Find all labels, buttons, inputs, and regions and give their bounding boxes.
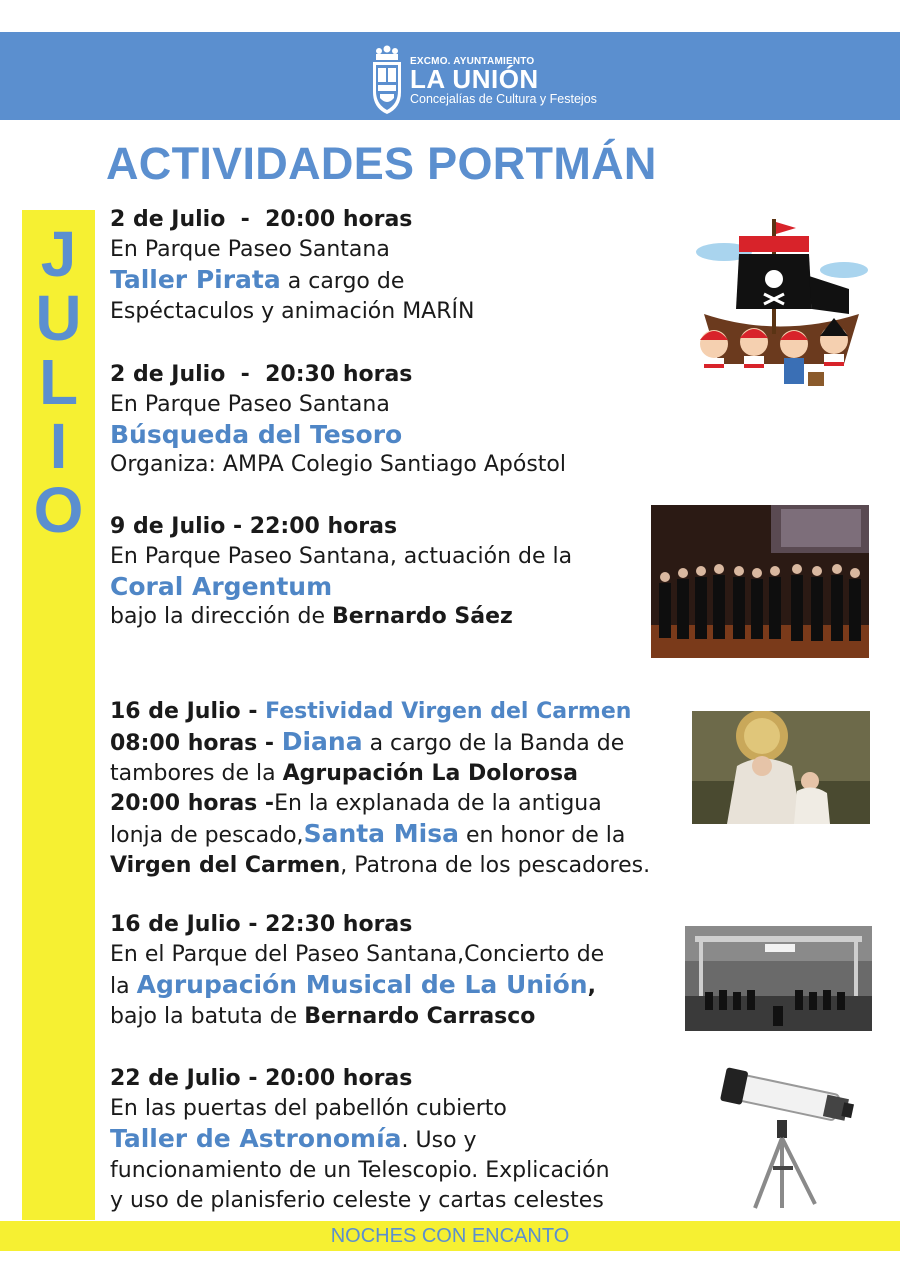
telescope-illustration: [715, 1062, 860, 1212]
month-letter: J: [40, 218, 77, 290]
event-busqueda-tesoro: 2 de Julio - 20:30 horas En Parque Paseo Santana Búsqueda del Tesoro Organiza: AMPA Colegio Santiago Apóstol: [110, 360, 566, 480]
pirate-kids-illustration: [684, 214, 874, 404]
month-letter: O: [33, 474, 84, 546]
band-concert-photo: [685, 926, 872, 1031]
page-title: ACTIVIDADES PORTMÁN: [106, 138, 657, 189]
org-name: LA UNIÓN: [410, 64, 539, 94]
event-time: 20:00 horas: [265, 207, 413, 232]
month-label: [22, 218, 95, 546]
event-desc: . Uso y: [401, 1128, 477, 1153]
event-desc: a cargo de la Banda de: [362, 731, 625, 756]
event-date: 16 de Julio: [110, 912, 241, 937]
event-name: Coral Argentum: [110, 572, 333, 601]
event-desc: funcionamiento de un Telescopio. Explicación: [110, 1158, 610, 1183]
event-date: 22 de Julio: [110, 1066, 241, 1091]
event-time: 20:30 horas: [265, 362, 413, 387]
conductor-name: Bernardo Sáez: [331, 604, 513, 629]
event-desc: y uso de planisferio celeste y cartas celestes: [110, 1188, 604, 1213]
event-time: 20:00 horas: [110, 791, 258, 816]
event-desc: Espéctaculos y animación MARÍN: [110, 299, 475, 324]
event-place: En el Parque del Paseo Santana,Concierto de: [110, 942, 605, 967]
event-coral-argentum: 9 de Julio - 22:00 horas En Parque Paseo Santana, actuación de la Coral Argentum bajo la dirección de Bernardo Sáez: [110, 514, 573, 629]
event-desc: en honor de la: [458, 823, 626, 848]
event-time: 22:30 horas: [265, 912, 413, 937]
virgen-del-carmen-photo: [692, 711, 870, 824]
choir-photo: [651, 505, 869, 658]
month-letter: I: [49, 410, 68, 482]
event-desc: Organiza: AMPA Colegio Santiago Apóstol: [110, 452, 567, 477]
event-desc: bajo la dirección de: [110, 604, 332, 629]
municipal-logo: [368, 40, 597, 116]
event-date: 2 de Julio: [110, 362, 226, 387]
event-desc: En la explanada de la antigua: [274, 791, 602, 816]
event-time: 20:00 horas: [265, 1066, 413, 1091]
org-line1: EXCMO. AYUNTAMIENTO: [410, 56, 535, 67]
event-date: 9 de Julio: [110, 514, 226, 539]
event-desc: bajo la batuta de: [110, 1004, 305, 1029]
event-time: 22:00 horas: [249, 514, 398, 539]
event-taller-pirata: 2 de Julio - 20:00 horas En Parque Paseo Santana Taller Pirata a cargo de Espéctaculos y animación MARÍN: [110, 205, 474, 327]
event-taller-astronomia: 22 de Julio - 20:00 horas En las puertas del pabellón cubierto Taller de Astronomía. Uso y funcionamiento de un Telescopio. Explicación y uso de planisferio celeste y cartas celestes: [110, 1064, 610, 1216]
band-name: Agrupación La Dolorosa: [282, 761, 578, 786]
month-letter: L: [38, 346, 79, 418]
event-desc: lonja de pescado,: [110, 823, 304, 848]
event-desc: , Patrona de los pescadores.: [340, 853, 651, 878]
event-desc: a cargo de: [280, 269, 405, 294]
event-name: Diana: [281, 727, 363, 756]
event-place: En Parque Paseo Santana: [110, 237, 390, 262]
footer-banner: NOCHES CON ENCANTO: [0, 1221, 900, 1251]
event-name: Búsqueda del Tesoro: [110, 420, 403, 449]
event-name: Taller de Astronomía: [110, 1124, 402, 1153]
event-desc: tambores de la: [110, 761, 283, 786]
event-place: En las puertas del pabellón cubierto: [110, 1096, 507, 1121]
event-place: En Parque Paseo Santana, actuación de la: [110, 544, 573, 569]
conductor-name: Bernardo Carrasco: [304, 1004, 536, 1029]
event-name: Agrupación Musical de La Unión: [136, 970, 588, 999]
event-name: Taller Pirata: [110, 265, 281, 294]
event-agrupacion-musical: 16 de Julio - 22:30 horas En el Parque del Paseo Santana,Concierto de la Agrupación Musical de La Unión, bajo la batuta de Bernardo Carrasco: [110, 912, 605, 1029]
event-festivity: Festividad Virgen del Carmen: [265, 699, 632, 724]
event-date: 2 de Julio: [110, 207, 226, 232]
month-letter: U: [35, 282, 82, 354]
event-virgen-carmen: 16 de Julio - Festividad Virgen del Carmen 08:00 horas - Diana a cargo de la Banda de tambores de la Agrupación La Dolorosa 20:00 horas -En la explanada de la antigua lonja de pescado,Santa Misa en honor de la Virgen del Carmen, Patrona de los pescadores.: [110, 699, 651, 878]
event-date: 16 de Julio: [110, 699, 241, 724]
patron-name: Virgen del Carmen: [110, 853, 341, 878]
event-place: En Parque Paseo Santana: [110, 392, 390, 417]
event-time: 08:00 horas: [110, 731, 258, 756]
coat-of-arms-icon: [368, 40, 406, 116]
event-name: Santa Misa: [303, 819, 459, 848]
org-department: Concejalías de Cultura y Festejos: [410, 92, 597, 106]
event-desc: la: [110, 974, 137, 999]
